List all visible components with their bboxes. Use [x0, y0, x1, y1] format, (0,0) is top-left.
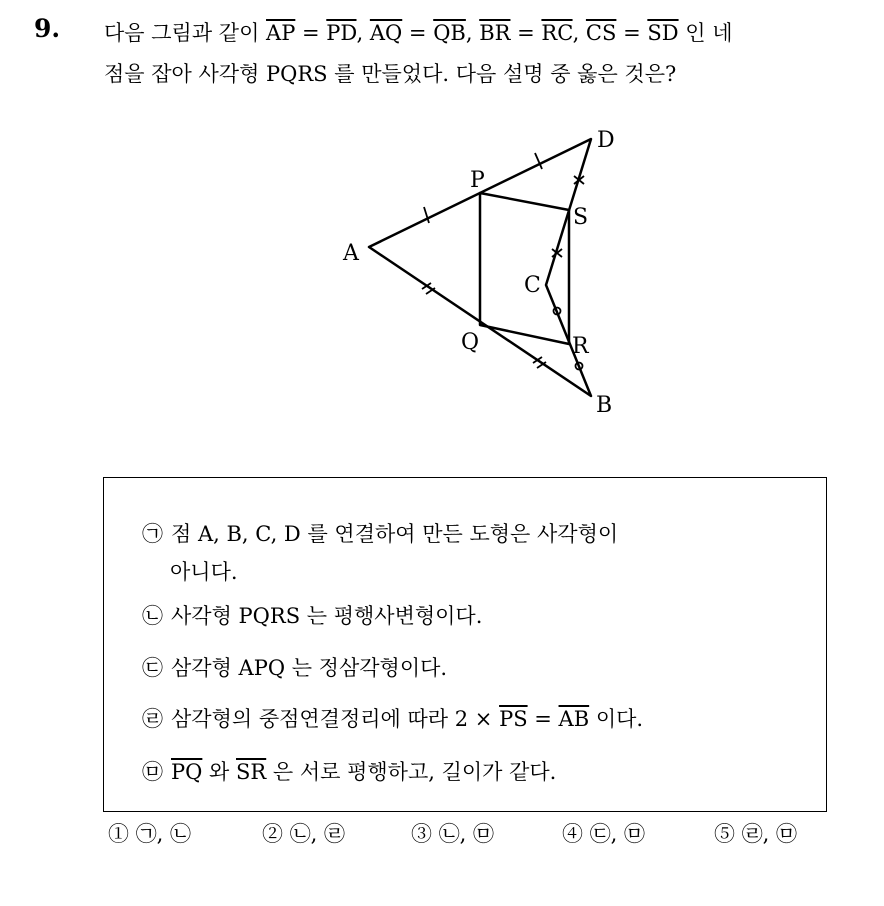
answer-choice-5[interactable] [714, 818, 797, 848]
choice-number: ② [262, 822, 283, 846]
segment-ps: $\overline{PS}$ [499, 707, 528, 731]
segment-pd: $\overline{PD}$ [326, 21, 357, 45]
statement-1 [142, 518, 618, 548]
statements-box [103, 477, 827, 812]
point-label-r: R [572, 334, 589, 359]
statement-text: 점 A, B, C, D 를 연결하여 만든 도형은 사각형이 [171, 522, 619, 546]
equals: = [616, 21, 648, 45]
point-label-b: B [596, 393, 613, 418]
statement-5 [142, 756, 556, 786]
equals: = [402, 21, 434, 45]
segment-sd: $\overline{SD}$ [647, 21, 679, 45]
statement-text: 이다. [589, 707, 644, 731]
choice-text: ㉢, ㉤ [589, 822, 646, 846]
statement-mark: ㉢ [142, 656, 163, 680]
choice-text: ㉡, ㉤ [438, 822, 495, 846]
answer-choice-3[interactable] [411, 818, 494, 848]
statement-text: 사각형 PQRS 는 평행사변형이다. [171, 604, 483, 628]
statement-text: 삼각형 APQ 는 정삼각형이다. [171, 656, 448, 680]
statement-1-continued: 아니다. [170, 560, 238, 584]
statement-mark: ㉠ [142, 522, 163, 546]
question-tail: 인 네 [678, 21, 733, 45]
equals: = [295, 21, 327, 45]
segment-ap: $\overline{AP}$ [266, 21, 296, 45]
segment-aq: $\overline{AQ}$ [369, 21, 403, 45]
choice-number: ① [108, 822, 129, 846]
question-intro: 다음 그림과 같이 [104, 21, 267, 45]
statement-mark: ㉤ [142, 760, 163, 784]
point-label-a: A [343, 241, 359, 266]
answer-choice-2[interactable] [262, 818, 345, 848]
point-label-p: P [470, 168, 485, 193]
segment-br: $\overline{BR}$ [479, 21, 511, 45]
equals: = [510, 21, 542, 45]
choice-number: ③ [411, 822, 432, 846]
statement-mark: ㉣ [142, 707, 163, 731]
statement-text: 삼각형의 중점연결정리에 따라 2 × [171, 707, 500, 731]
segment-sr: $\overline{SR}$ [236, 760, 267, 784]
comma: , [356, 21, 370, 45]
statement-text: 와 [202, 760, 236, 784]
point-label-c: C [524, 273, 541, 298]
statement-text: 은 서로 평행하고, 길이가 같다. [266, 760, 557, 784]
statement-3 [142, 652, 447, 682]
comma: , [572, 21, 586, 45]
point-label-q: Q [461, 330, 480, 355]
statement-mark: ㉡ [142, 604, 163, 628]
answer-choice-4[interactable] [562, 818, 645, 848]
answer-choice-1[interactable] [108, 818, 191, 848]
statement-2 [142, 600, 482, 630]
segment-qb: $\overline{QB}$ [433, 21, 466, 45]
question-line-2: 점을 잡아 사각형 PQRS 를 만들었다. 다음 설명 중 옳은 것은? [104, 62, 677, 86]
equals: = [527, 707, 559, 731]
point-label-d: D [597, 128, 615, 153]
choice-text: ㉣, ㉤ [741, 822, 798, 846]
choice-number: ④ [562, 822, 583, 846]
question-number: 9. [34, 14, 61, 43]
choice-number: ⑤ [714, 822, 735, 846]
choice-text: ㉡, ㉣ [289, 822, 346, 846]
statement-4 [142, 703, 643, 733]
segment-pq: $\overline{PQ}$ [171, 760, 203, 784]
comma: , [465, 21, 480, 45]
choice-text: ㉠, ㉡ [135, 822, 192, 846]
segment-ab: $\overline{AB}$ [558, 707, 590, 731]
point-label-s: S [573, 205, 589, 230]
segment-cs: $\overline{CS}$ [585, 21, 617, 45]
quadrilateral-pqrs [480, 193, 569, 344]
segment-rc: $\overline{RC}$ [541, 21, 573, 45]
